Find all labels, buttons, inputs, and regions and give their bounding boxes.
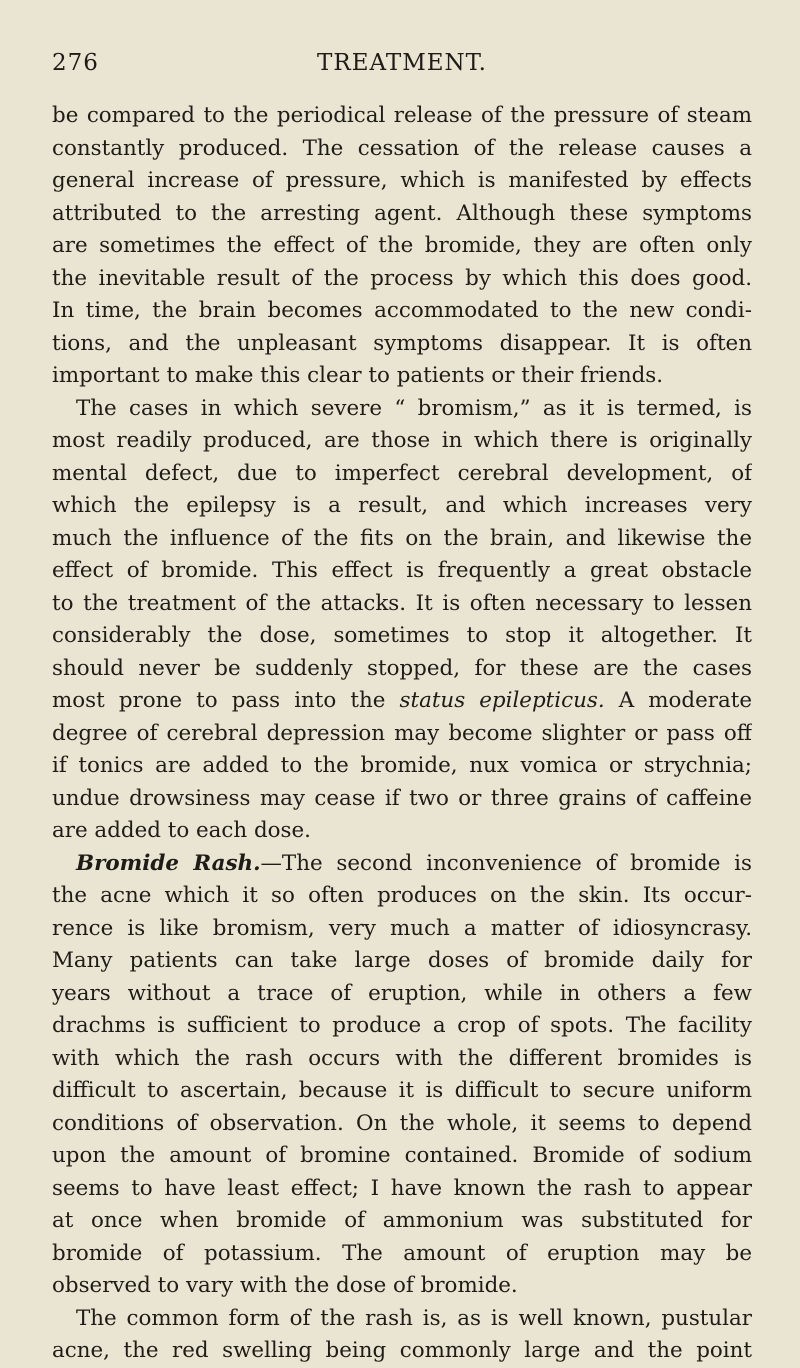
text-line: bromide of potassium. The amount of eruption may be [52,1240,752,1266]
italic-term: status epilepticus. [399,688,605,713]
text-line: much the influence of the fits on the brain, and likewise the [52,525,752,551]
text-line: mental defect, due to imperfect cerebral development, of [52,460,752,486]
text-line: The common form of the rash is, as is well known, pustular [76,1305,752,1331]
text-line: at once when bromide of ammonium was substituted for [52,1208,752,1233]
text-line [52,685,752,718]
text-line: most readily produced, are those in which there is originally [52,428,752,453]
text-line: years without a trace of eruption, while in others a few [52,980,752,1006]
text-line: if tonics are added to the bromide, nux vomica or strychnia; [52,753,752,778]
text-line: observed to vary with the dose of bromide. [52,1273,518,1298]
line-text: A moderate [604,688,752,713]
page-header [52,50,752,86]
text-line: attributed to the arresting agent. Although these symptoms [52,200,752,226]
text-line: to the treatment of the attacks. It is often necessary to lessen [52,590,752,616]
text-line: conditions of observation. On the whole, it seems to depend [52,1110,752,1136]
text-line: Many patients can take large doses of bromide daily for [52,948,752,973]
text-line: are added to each dose. [52,818,311,843]
text-line: upon the amount of bromine contained. Bromide of sodium [52,1143,752,1168]
text-line: degree of cerebral depression may become slighter or pass off [52,720,752,746]
text-line: The cases in which severe “ bromism,” as it is termed, is [76,395,752,421]
text-line: which the epilepsy is a result, and which increases very [52,493,752,518]
text-line: rence is like bromism, very much a matter of idiosyncrasy. [52,915,752,941]
body-text [52,100,752,1368]
text-line: with which the rash occurs with the different bromides is [52,1045,752,1071]
line-text: —The second inconvenience of bromide is [260,850,752,876]
text-line: seems to have least effect; I have known the rash to appear [52,1175,752,1201]
text-line: the acne which it so often produces on the skin. Its occur- [52,883,752,908]
text-line: should never be suddenly stopped, for these are the cases [52,655,752,681]
text-line: constantly produced. The cessation of the release causes a [52,135,752,161]
text-line: acne, the red swelling being commonly large and the point [52,1338,752,1363]
text-line: effect of bromide. This effect is frequently a great obstacle [52,558,752,583]
text-line: In time, the brain becomes accommodated to the new condi- [52,298,752,323]
book-page [52,50,752,1368]
running-head: TREATMENT. [317,50,487,76]
section-heading: Bromide Rash. [76,850,261,876]
text-line: are sometimes the effect of the bromide, they are often only [52,233,752,258]
page-number: 276 [52,50,99,76]
text-line: drachms is sufficient to produce a crop of spots. The facility [52,1013,752,1038]
text-line: be compared to the periodical release of the pressure of steam [52,103,752,128]
text-line: difficult to ascertain, because it is difficult to secure uniform [52,1078,752,1103]
text-line: undue drowsiness may cease if two or three grains of caffeine [52,785,752,811]
text-line [52,848,752,881]
text-line: tions, and the unpleasant symptoms disappear. It is often [52,330,752,356]
text-line: considerably the dose, sometimes to stop it altogether. It [52,623,752,648]
text-line: general increase of pressure, which is manifested by effects [52,168,752,193]
line-text: most prone to pass into the [52,688,400,713]
text-line: important to make this clear to patients or their friends. [52,363,664,388]
text-line: the inevitable result of the process by which this does good. [52,265,752,291]
